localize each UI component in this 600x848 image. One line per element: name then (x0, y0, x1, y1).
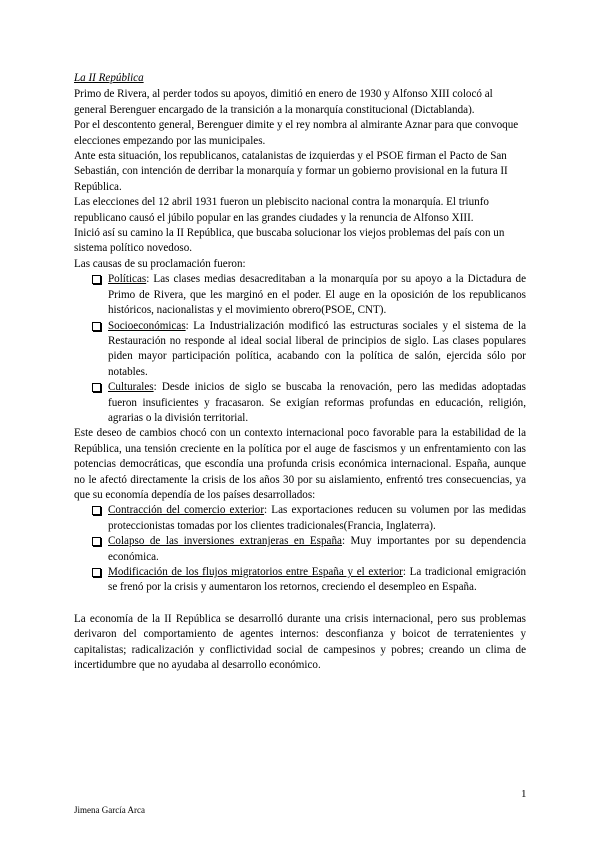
list-item-consequence (91, 565, 526, 596)
intro-paragraph: Inició así su camino la II República, que buscaba solucionar los viejos problemas del país con un sistema político novedoso. (74, 227, 505, 255)
list-item-consequence (91, 534, 526, 565)
cause-text: : La Industrialización modificó las estructuras sociales y el sistema de la Restauración no responde al ideal social liberal de principios de siglo. Las clases populares piden mayor participación política, acabando con la política de salón, ejercida sólo por notables. (108, 319, 526, 378)
footer-author: Jimena García Arca (74, 805, 145, 815)
cause-term: Socioeconómicas (108, 319, 186, 332)
checkbox-bullet-icon (92, 275, 101, 284)
page-content (74, 71, 526, 673)
consequence-term: Colapso de las inversiones extranjeras en España (108, 535, 342, 548)
checkbox-bullet-icon (92, 568, 101, 577)
list-item-cause (91, 272, 526, 318)
consequence-term: Contracción del comercio exterior (108, 504, 265, 517)
cause-term: Culturales (108, 381, 154, 394)
list-item-consequence (91, 503, 526, 534)
cause-text: : Desde inicios de siglo se buscaba la renovación, pero las medidas adoptadas fueron insuficientes y fracasaron. Se exigían reformas profundas en educación, religión, agrarias o la división territorial. (108, 381, 526, 424)
consequence-text: : La tradicional emigración se frenó por la crisis y aumentaron los retornos, creciendo el desempleo en España. (108, 566, 526, 594)
context-paragraph: Este deseo de cambios chocó con un contexto internacional poco favorable para la estabilidad de la República, una tensión creciente en la política por el auge de fascismos y un enfrentamiento con las potencias democráticas, que escondía una profunda crisis económica internacional. España, aunque no le afectó directamente la crisis de los años 30 por su aislamiento, enfrentó tres consecuencias, ya que su economía dependía de los países desarrollados: (74, 427, 526, 501)
consequence-term: Modificación de los flujos migratorios entre España y el exterior (108, 566, 403, 578)
intro-paragraph: Primo de Rivera, al perder todos su apoyos, dimitió en enero de 1930 y Alfonso XIII colocó al general Berenguer encargado de la transición a la monarquía constitucional (Dictablanda). (74, 88, 493, 116)
intro-section (74, 87, 526, 272)
closing-paragraph: La economía de la II República se desarrolló durante una crisis internacional, pero sus problemas derivaron del comportamiento de agentes internos: desconfianza y boicot de terratenientes y capitalistas; radicalización y conflictividad social de campesinos y pobres; creando un clima de incertidumbre que no ayudaba al desarrollo económico. (74, 612, 526, 672)
consequences-list (74, 503, 526, 595)
list-item-cause (91, 380, 526, 426)
intro-paragraph: Por el descontento general, Berenguer dimite y el rey nombra al almirante Aznar para que convoque elecciones empezando por las municipales. (74, 119, 519, 147)
checkbox-bullet-icon (92, 322, 101, 331)
intro-paragraph: Las elecciones del 12 abril 1931 fueron un plebiscito nacional contra la monarquía. El triunfo republicano causó el júbilo popular en las grandes ciudades y la renuncia de Alfonso XIII. (74, 196, 489, 224)
intro-paragraph: Ante esta situación, los republicanos, catalanistas de izquierdas y el PSOE firman el Pacto de San Sebastián, con intención de derribar la monarquía y formar un gobierno provisional en la futura II República. (74, 150, 508, 193)
page-number: 1 (521, 788, 527, 800)
cause-term: Políticas (108, 273, 147, 286)
checkbox-bullet-icon (92, 537, 101, 546)
paragraph-spacer (74, 596, 526, 612)
consequence-text: : Muy importantes por su dependencia económica. (108, 535, 527, 563)
list-item-cause (91, 319, 526, 381)
consequence-text: : Las exportaciones reducen su volumen por las medidas proteccionistas tomadas por los clientes tradicionales(Francia, Inglaterra). (108, 504, 526, 532)
checkbox-bullet-icon (92, 506, 101, 515)
cause-text: : Las clases medias desacreditaban a la monarquía por su apoyo a la Dictadura de Primo de Rivera, que les marginó en el poder. El auge en la oposición de los republicanos históricos, nacionalistas y el movimiento obrero(PSOE, CNT). (108, 273, 526, 317)
section-heading: La II República (74, 72, 144, 84)
causes-list (74, 272, 526, 426)
causes-lead-in: Las causas de su proclamación fueron: (74, 257, 246, 270)
checkbox-bullet-icon (92, 383, 101, 392)
